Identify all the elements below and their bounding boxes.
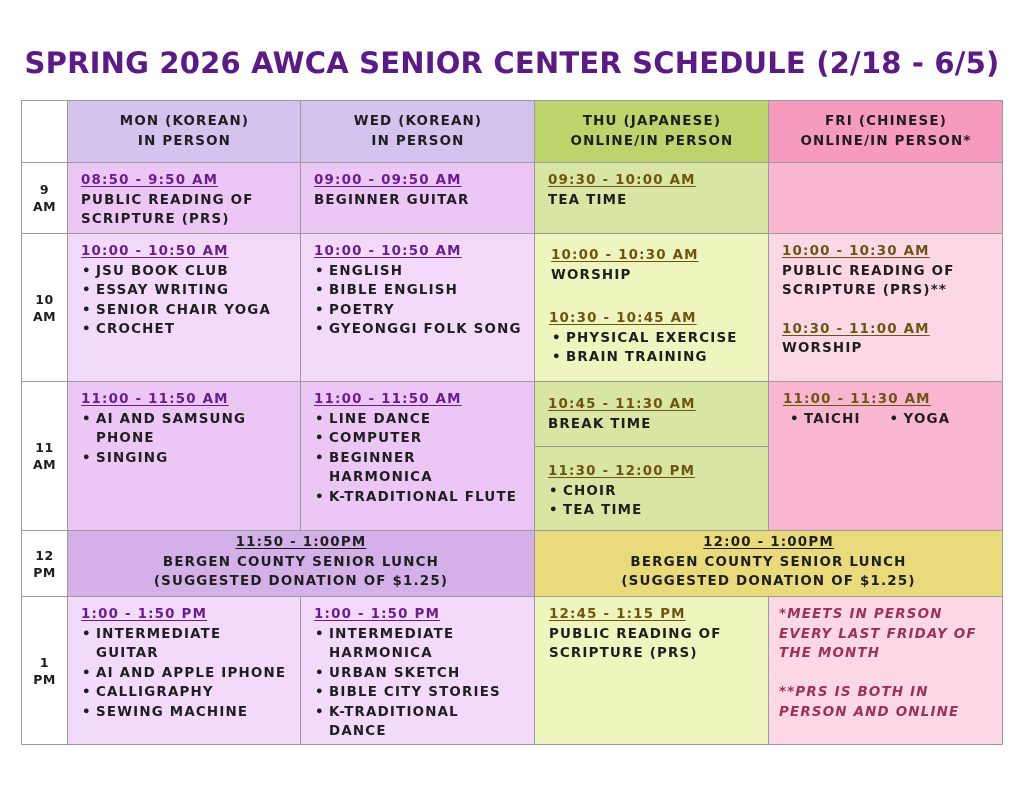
list-item: • YOGA	[889, 410, 951, 430]
note-line: **PRS IS BOTH IN	[779, 685, 929, 700]
thu-1130-cell	[534, 446, 769, 531]
list-item: • AI AND APPLE IPHONE	[81, 664, 288, 684]
wed-9am-time: 09:00 - 09:50 AM	[314, 173, 462, 188]
header-wednesday-mode: IN PERSON	[371, 134, 465, 149]
header-wednesday-day: WED (KOREAN)	[353, 114, 483, 129]
header-monday-mode: IN PERSON	[137, 134, 232, 149]
note-line: EVERY LAST FRIDAY OF	[779, 626, 977, 642]
fri-10am-line1: PUBLIC READING OF	[782, 263, 955, 279]
time-9am	[21, 162, 68, 234]
fri-9am-cell	[768, 162, 1003, 234]
time-12pm-hour: 12	[35, 547, 54, 563]
lunch-thu-fri-time: 12:00 - 1:00PM	[703, 535, 834, 550]
thu-10am-time-2: 10:30 - 10:45 AM	[549, 311, 697, 326]
lunch-mon-wed-time: 11:50 - 1:00PM	[235, 535, 367, 550]
thu-10am-activity-1: WORSHIP	[551, 267, 632, 283]
wed-1pm-cell	[300, 596, 535, 745]
time-11am	[21, 381, 68, 531]
fri-10am-cell	[768, 233, 1003, 382]
lunch-mon-wed-line1: BERGEN COUNTY SENIOR LUNCH	[162, 554, 440, 570]
list-item: • SEWING MACHINE	[81, 703, 288, 723]
thu-1045-cell	[534, 381, 769, 447]
fri-11am-cell	[768, 381, 1003, 531]
fri-10am-time-2: 10:30 - 11:00 AM	[782, 321, 930, 337]
time-9am-hour: 9	[39, 182, 50, 197]
thu-10am-time-1: 10:00 - 10:30 AM	[551, 248, 699, 263]
lunch-thu-fri-cell	[534, 530, 1003, 597]
list-item: • SENIOR CHAIR YOGA	[81, 301, 288, 321]
time-1pm-hour: 1	[39, 654, 50, 670]
header-thursday-day: THU (JAPANESE)	[582, 114, 722, 129]
thu-1130-list	[548, 482, 756, 521]
list-item: • SINGING	[81, 449, 288, 469]
list-item: • URBAN SKETCH	[314, 664, 522, 684]
time-1pm	[21, 596, 68, 745]
header-monday	[67, 100, 301, 163]
fri-10am-line2: SCRIPTURE (PRS)**	[782, 283, 948, 298]
thu-1130-time: 11:30 - 12:00 PM	[548, 464, 696, 479]
header-thursday	[534, 100, 769, 163]
list-item: • BEGINNER HARMONICA	[314, 449, 522, 488]
list-item: • TEA TIME	[548, 501, 643, 521]
fri-1pm-notes-cell	[768, 596, 1003, 745]
list-item: • CROCHET	[81, 320, 288, 340]
wed-10am-time: 10:00 - 10:50 AM	[314, 244, 462, 259]
header-friday-mode: ONLINE/IN PERSON*	[800, 134, 972, 149]
time-10am-hour: 10	[35, 291, 54, 307]
thu-1pm-cell	[534, 596, 769, 745]
mon-9am-time: 08:50 - 9:50 AM	[81, 173, 219, 188]
time-9am-period: AM	[32, 199, 57, 214]
thu-10am-cell	[534, 233, 769, 382]
mon-9am-cell	[67, 162, 301, 234]
note-line: PERSON AND ONLINE	[779, 704, 960, 720]
time-10am-period: AM	[32, 308, 57, 324]
mon-10am-cell	[67, 233, 301, 382]
lunch-mon-wed-line2: (SUGGESTED DONATION OF $1.25)	[153, 574, 449, 589]
mon-9am-line2: SCRIPTURE (PRS)	[81, 212, 230, 227]
wed-1pm-item1-b: HARMONICA	[329, 646, 433, 661]
list-item: • CALLIGRAPHY	[81, 683, 288, 703]
header-friday	[768, 100, 1003, 163]
list-item: • CHOIR	[548, 482, 617, 502]
list-item: • LINE DANCE	[314, 410, 522, 430]
list-item: • BRAIN TRAINING	[551, 348, 756, 368]
fri-10am-time-1: 10:00 - 10:30 AM	[782, 244, 930, 259]
thu-1pm-line1: PUBLIC READING OF	[549, 626, 722, 642]
list-item: • INTERMEDIATE GUITAR	[81, 625, 288, 664]
wed-9am-cell	[300, 162, 535, 234]
mon-11am-time: 11:00 - 11:50 AM	[81, 392, 229, 407]
time-11am-period: AM	[32, 457, 57, 472]
mon-10am-time: 10:00 - 10:50 AM	[81, 244, 229, 259]
time-10am	[21, 233, 68, 382]
list-item	[314, 625, 522, 664]
lunch-thu-fri-line1: BERGEN COUNTY SENIOR LUNCH	[630, 554, 907, 570]
time-12pm-period: PM	[33, 564, 56, 580]
lunch-thu-fri-line2: (SUGGESTED DONATION OF $1.25)	[621, 574, 916, 589]
wed-11am-time: 11:00 - 11:50 AM	[314, 392, 462, 407]
list-item: • ESSAY WRITING	[81, 281, 288, 301]
wed-11am-cell	[300, 381, 535, 531]
corner-cell	[21, 100, 68, 163]
wed-9am-activity: BEGINNER GUITAR	[314, 192, 470, 208]
wed-10am-list	[314, 262, 522, 340]
wed-10am-cell	[300, 233, 535, 382]
list-item: • TAICHI	[789, 410, 861, 430]
lunch-mon-wed-cell	[67, 530, 535, 597]
mon-1pm-cell	[67, 596, 301, 745]
list-item: • PHYSICAL EXERCISE	[551, 329, 756, 349]
list-item: • COMPUTER	[314, 429, 522, 449]
mon-11am-item1-a: AI AND SAMSUNG	[96, 411, 247, 427]
wed-1pm-list	[314, 625, 522, 742]
mon-1pm-list	[81, 625, 288, 723]
header-thursday-mode: ONLINE/IN PERSON	[570, 134, 734, 149]
thu-1pm-time: 12:45 - 1:15 PM	[549, 607, 686, 622]
list-item: • BIBLE CITY STORIES	[314, 683, 522, 703]
wed-1pm-item1-a: INTERMEDIATE	[329, 626, 455, 642]
thu-10am-list	[551, 329, 756, 368]
wed-11am-list	[314, 410, 522, 508]
fri-10am-activity-2: WORSHIP	[782, 341, 863, 356]
fri-11am-list	[783, 410, 990, 430]
list-item: • BIBLE ENGLISH	[314, 281, 522, 301]
wed-1pm-time: 1:00 - 1:50 PM	[314, 607, 441, 622]
fri-11am-time: 11:00 - 11:30 AM	[783, 392, 931, 407]
list-item: • JSU BOOK CLUB	[81, 262, 288, 282]
time-1pm-period: PM	[33, 671, 56, 687]
mon-11am-list	[81, 410, 288, 469]
thu-9am-time: 09:30 - 10:00 AM	[548, 173, 696, 188]
header-friday-day: FRI (CHINESE)	[824, 114, 948, 129]
thu-1045-time: 10:45 - 11:30 AM	[548, 397, 696, 412]
page-title: SPRING 2026 AWCA SENIOR CENTER SCHEDULE (2/18 - 6/5)	[24, 46, 1000, 80]
note-line: THE MONTH	[779, 646, 881, 661]
mon-10am-list	[81, 262, 288, 340]
list-item: • POETRY	[314, 301, 522, 321]
list-item: • ENGLISH	[314, 262, 522, 282]
list-item: • K-TRADITIONAL DANCE	[314, 703, 522, 742]
thu-9am-activity: TEA TIME	[548, 192, 628, 208]
header-monday-day: MON (KOREAN)	[119, 114, 250, 129]
list-item	[81, 410, 288, 449]
list-item: • GYEONGGI FOLK SONG	[314, 320, 522, 340]
header-wednesday	[300, 100, 535, 163]
note-line: *MEETS IN PERSON	[779, 607, 943, 622]
mon-11am-item1-b: PHONE	[96, 431, 155, 446]
time-12pm	[21, 530, 68, 597]
time-11am-hour: 11	[35, 440, 54, 455]
mon-1pm-time: 1:00 - 1:50 PM	[81, 607, 208, 622]
list-item: • K-TRADITIONAL FLUTE	[314, 488, 522, 508]
thu-1045-activity: BREAK TIME	[548, 416, 652, 432]
mon-11am-cell	[67, 381, 301, 531]
thu-1pm-line2: SCRIPTURE (PRS)	[549, 646, 698, 661]
mon-9am-line1: PUBLIC READING OF	[81, 192, 254, 208]
thu-9am-cell	[534, 162, 769, 234]
